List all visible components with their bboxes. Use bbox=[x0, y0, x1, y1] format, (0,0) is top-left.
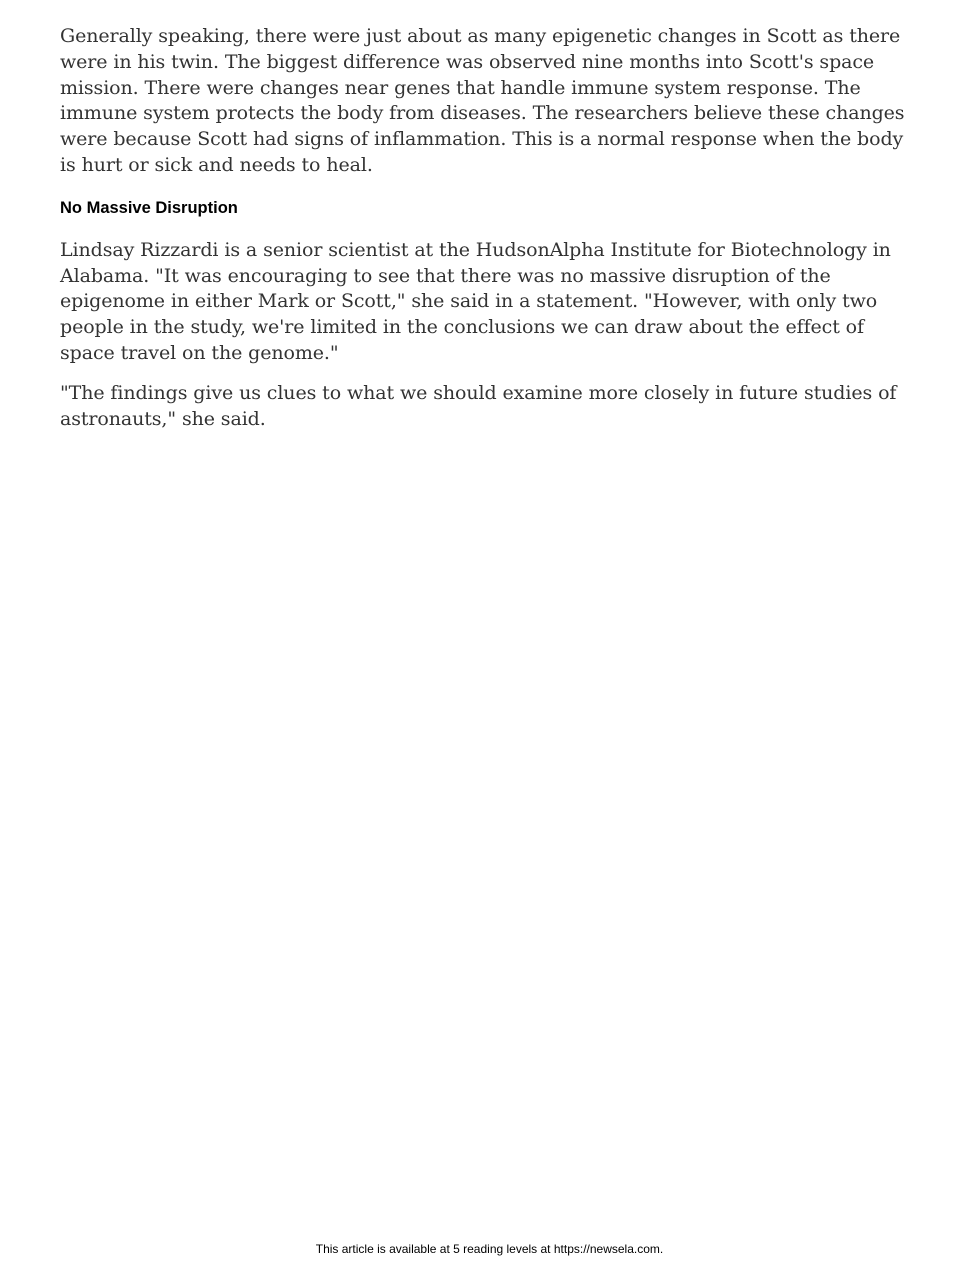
article-body bbox=[60, 24, 922, 446]
article-paragraph-3: "The findings give us clues to what we should examine more closely in future studies of astronauts," she said. bbox=[60, 381, 897, 430]
article-paragraph-2: Lindsay Rizzardi is a senior scientist at the HudsonAlpha Institute for Biotechnology in Alabama. "It was encouraging to see that there was no massive disruption of the epigenome in either Mark or Scott," she said in a statement. "However, with only two people in the study, we're limited in the conclusions we can draw about the effect of space travel on the genome." bbox=[60, 238, 891, 364]
section-heading: No Massive Disruption bbox=[60, 198, 238, 217]
page-footer: This article is available at 5 reading levels at https://newsela.com. bbox=[315, 1242, 664, 1256]
article-paragraph-1: Generally speaking, there were just about as many epigenetic changes in Scott as there were in his twin. The biggest difference was observed nine months into Scott's space mission. There were changes near genes that handle immune system response. The immune system protects the body from diseases. The researchers believe these changes were because Scott had signs of inflammation. This is a normal response when the body is hurt or sick and needs to heal. bbox=[60, 25, 905, 176]
